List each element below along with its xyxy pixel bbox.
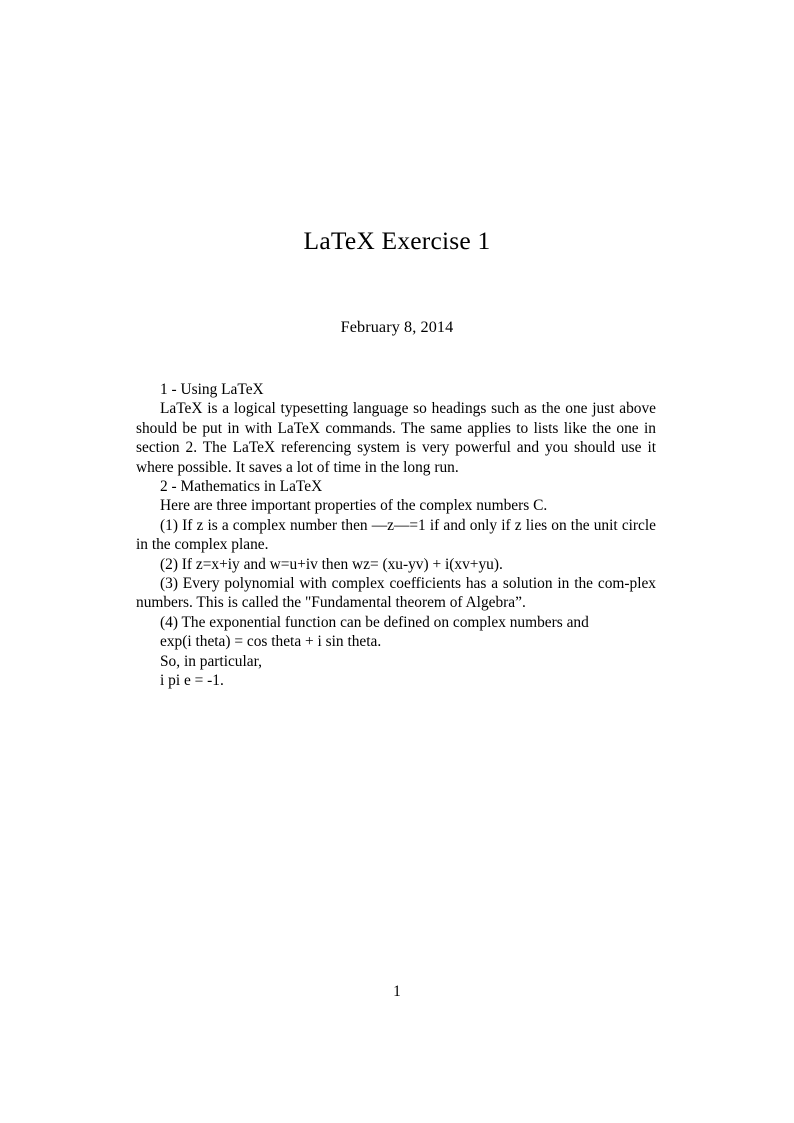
property-item-4: (4) The exponential function can be defined on complex numbers and	[160, 613, 589, 631]
document-date: February 8, 2014	[340, 318, 454, 336]
property-item-1: (1) If z is a complex number then —z—=1 if and only if z lies on the unit circle in the complex plane.	[136, 516, 656, 554]
section-1-heading: 1 - Using LaTeX	[160, 381, 264, 398]
date-block	[0, 316, 794, 338]
property-item-2: (2) If z=x+iy and w=u+iv then wz= (xu-yv) + i(xv+yu).	[160, 555, 503, 573]
page-title: LaTeX Exercise 1	[303, 226, 491, 255]
section-2-intro: Here are three important properties of the complex numbers C.	[160, 497, 548, 515]
property-item-3: (3) Every polynomial with complex coefficients has a solution in the com-plex numbers. This is called the "Fundamental theorem of Algebra”.	[136, 575, 656, 612]
document-body	[136, 380, 656, 691]
section-1-paragraph: LaTeX is a logical typesetting language so headings such as the one just above should be put in with LaTeX commands. The same applies to lists like the one in section 2. The LaTeX referencing system is very powerful and you should use it where possible. It saves a lot of time in the long run.	[136, 400, 656, 476]
page-number: 1	[393, 983, 401, 1000]
exponential-formula: exp(i theta) = cos theta + i sin theta.	[160, 633, 382, 651]
closing-formula: i pi e = -1.	[160, 672, 224, 690]
title-block	[0, 226, 794, 256]
section-2-heading: 2 - Mathematics in LaTeX	[160, 478, 323, 496]
closing-lead: So, in particular,	[160, 652, 262, 670]
